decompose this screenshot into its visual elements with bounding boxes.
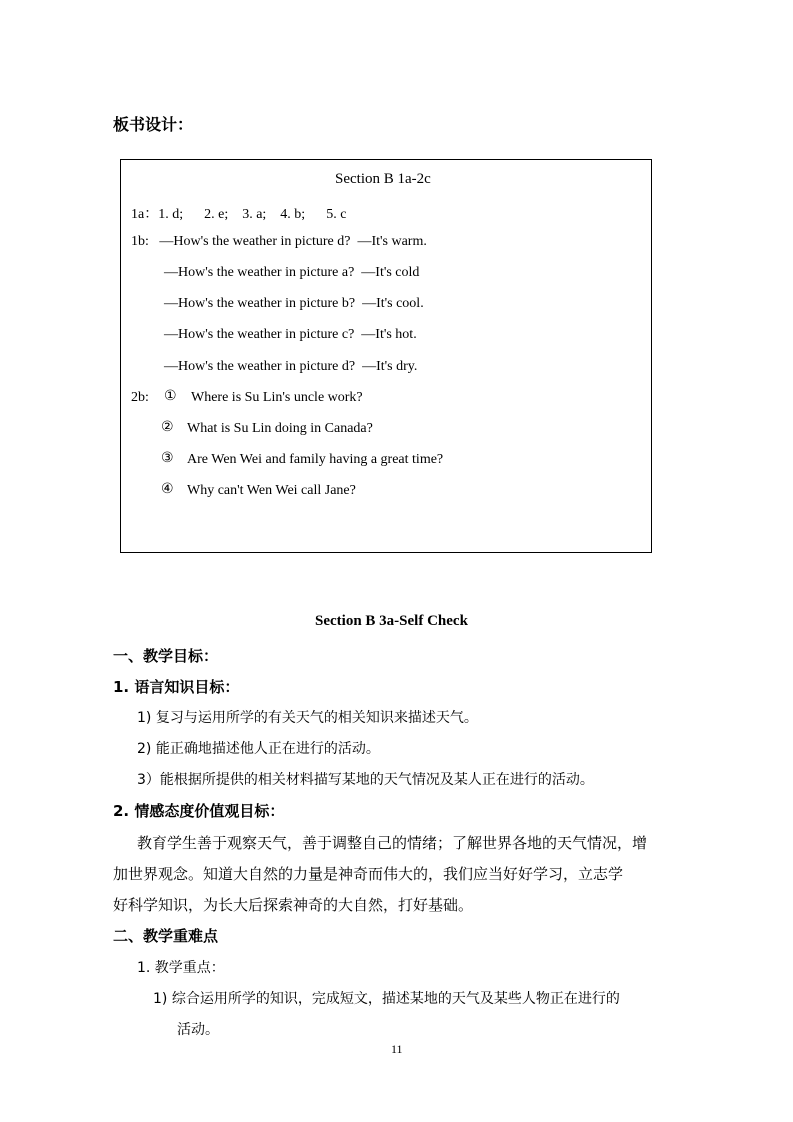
question-4: Why can't Wen Wei call Jane? xyxy=(187,483,356,498)
key-point-item-line-1: 1) 综合运用所学的知识，完成短文，描述某地的天气及某些人物正在进行的 xyxy=(153,991,620,1007)
language-objectives-heading: 1. 语言知识目标： xyxy=(113,678,240,696)
emotion-line-2: 加世界观念。知道大自然的力量是神奇而伟大的，我们应当好好学习，立志学 xyxy=(113,865,624,883)
language-item-3: 3）能根据所提供的相关材料描写某地的天气情况及某人正在进行的活动。 xyxy=(137,772,594,788)
question-3: Are Wen Wei and family having a great time? xyxy=(187,452,444,467)
board-line-1b-5: ―How's the weather in picture d? ―It's dry. xyxy=(164,359,418,374)
board-label-2b: 2b: xyxy=(131,390,149,405)
language-item-1: 1) 复习与运用所学的有关天气的相关知识来描述天气。 xyxy=(137,710,478,726)
key-points-label: 1. 教学重点： xyxy=(137,960,225,976)
board-line-1b-1: 1b: ―How's the weather in picture d? ―It's warm. xyxy=(131,234,427,249)
section-title: Section B 3a-Self Check xyxy=(315,613,468,629)
question-number-1: ① xyxy=(164,388,177,404)
keypoints-heading: 二、教学重难点 xyxy=(113,927,219,945)
key-point-item-line-2: 活动。 xyxy=(177,1022,219,1038)
emotion-line-1: 教育学生善于观察天气，善于调整自己的情绪；了解世界各地的天气情况，增 xyxy=(137,834,648,852)
question-number-4: ④ xyxy=(161,481,174,497)
board-line-1a: 1a：1. d; 2. e; 3. a; 4. b; 5. c xyxy=(131,207,347,222)
board-title: Section B 1a-2c xyxy=(335,171,431,187)
language-item-2: 2) 能正确地描述他人正在进行的活动。 xyxy=(137,741,380,757)
board-line-1b-3: ―How's the weather in picture b? ―It's cool. xyxy=(164,296,424,311)
question-2: What is Su Lin doing in Canada? xyxy=(187,421,373,436)
emotion-line-3: 好科学知识，为长大后探索神奇的大自然，打好基础。 xyxy=(113,896,474,914)
objectives-heading: 一、教学目标： xyxy=(113,647,219,665)
page-number: 11 xyxy=(391,1042,403,1056)
board-heading: 板书设计： xyxy=(113,115,194,134)
board-line-1b-2: ―How's the weather in picture a? ―It's cold xyxy=(164,265,420,280)
question-number-2: ② xyxy=(161,419,174,435)
board-line-1b-4: ―How's the weather in picture c? ―It's hot. xyxy=(164,327,417,342)
question-number-3: ③ xyxy=(161,450,174,466)
emotion-objectives-heading: 2. 情感态度价值观目标： xyxy=(113,802,285,820)
question-1: Where is Su Lin's uncle work? xyxy=(191,390,363,405)
